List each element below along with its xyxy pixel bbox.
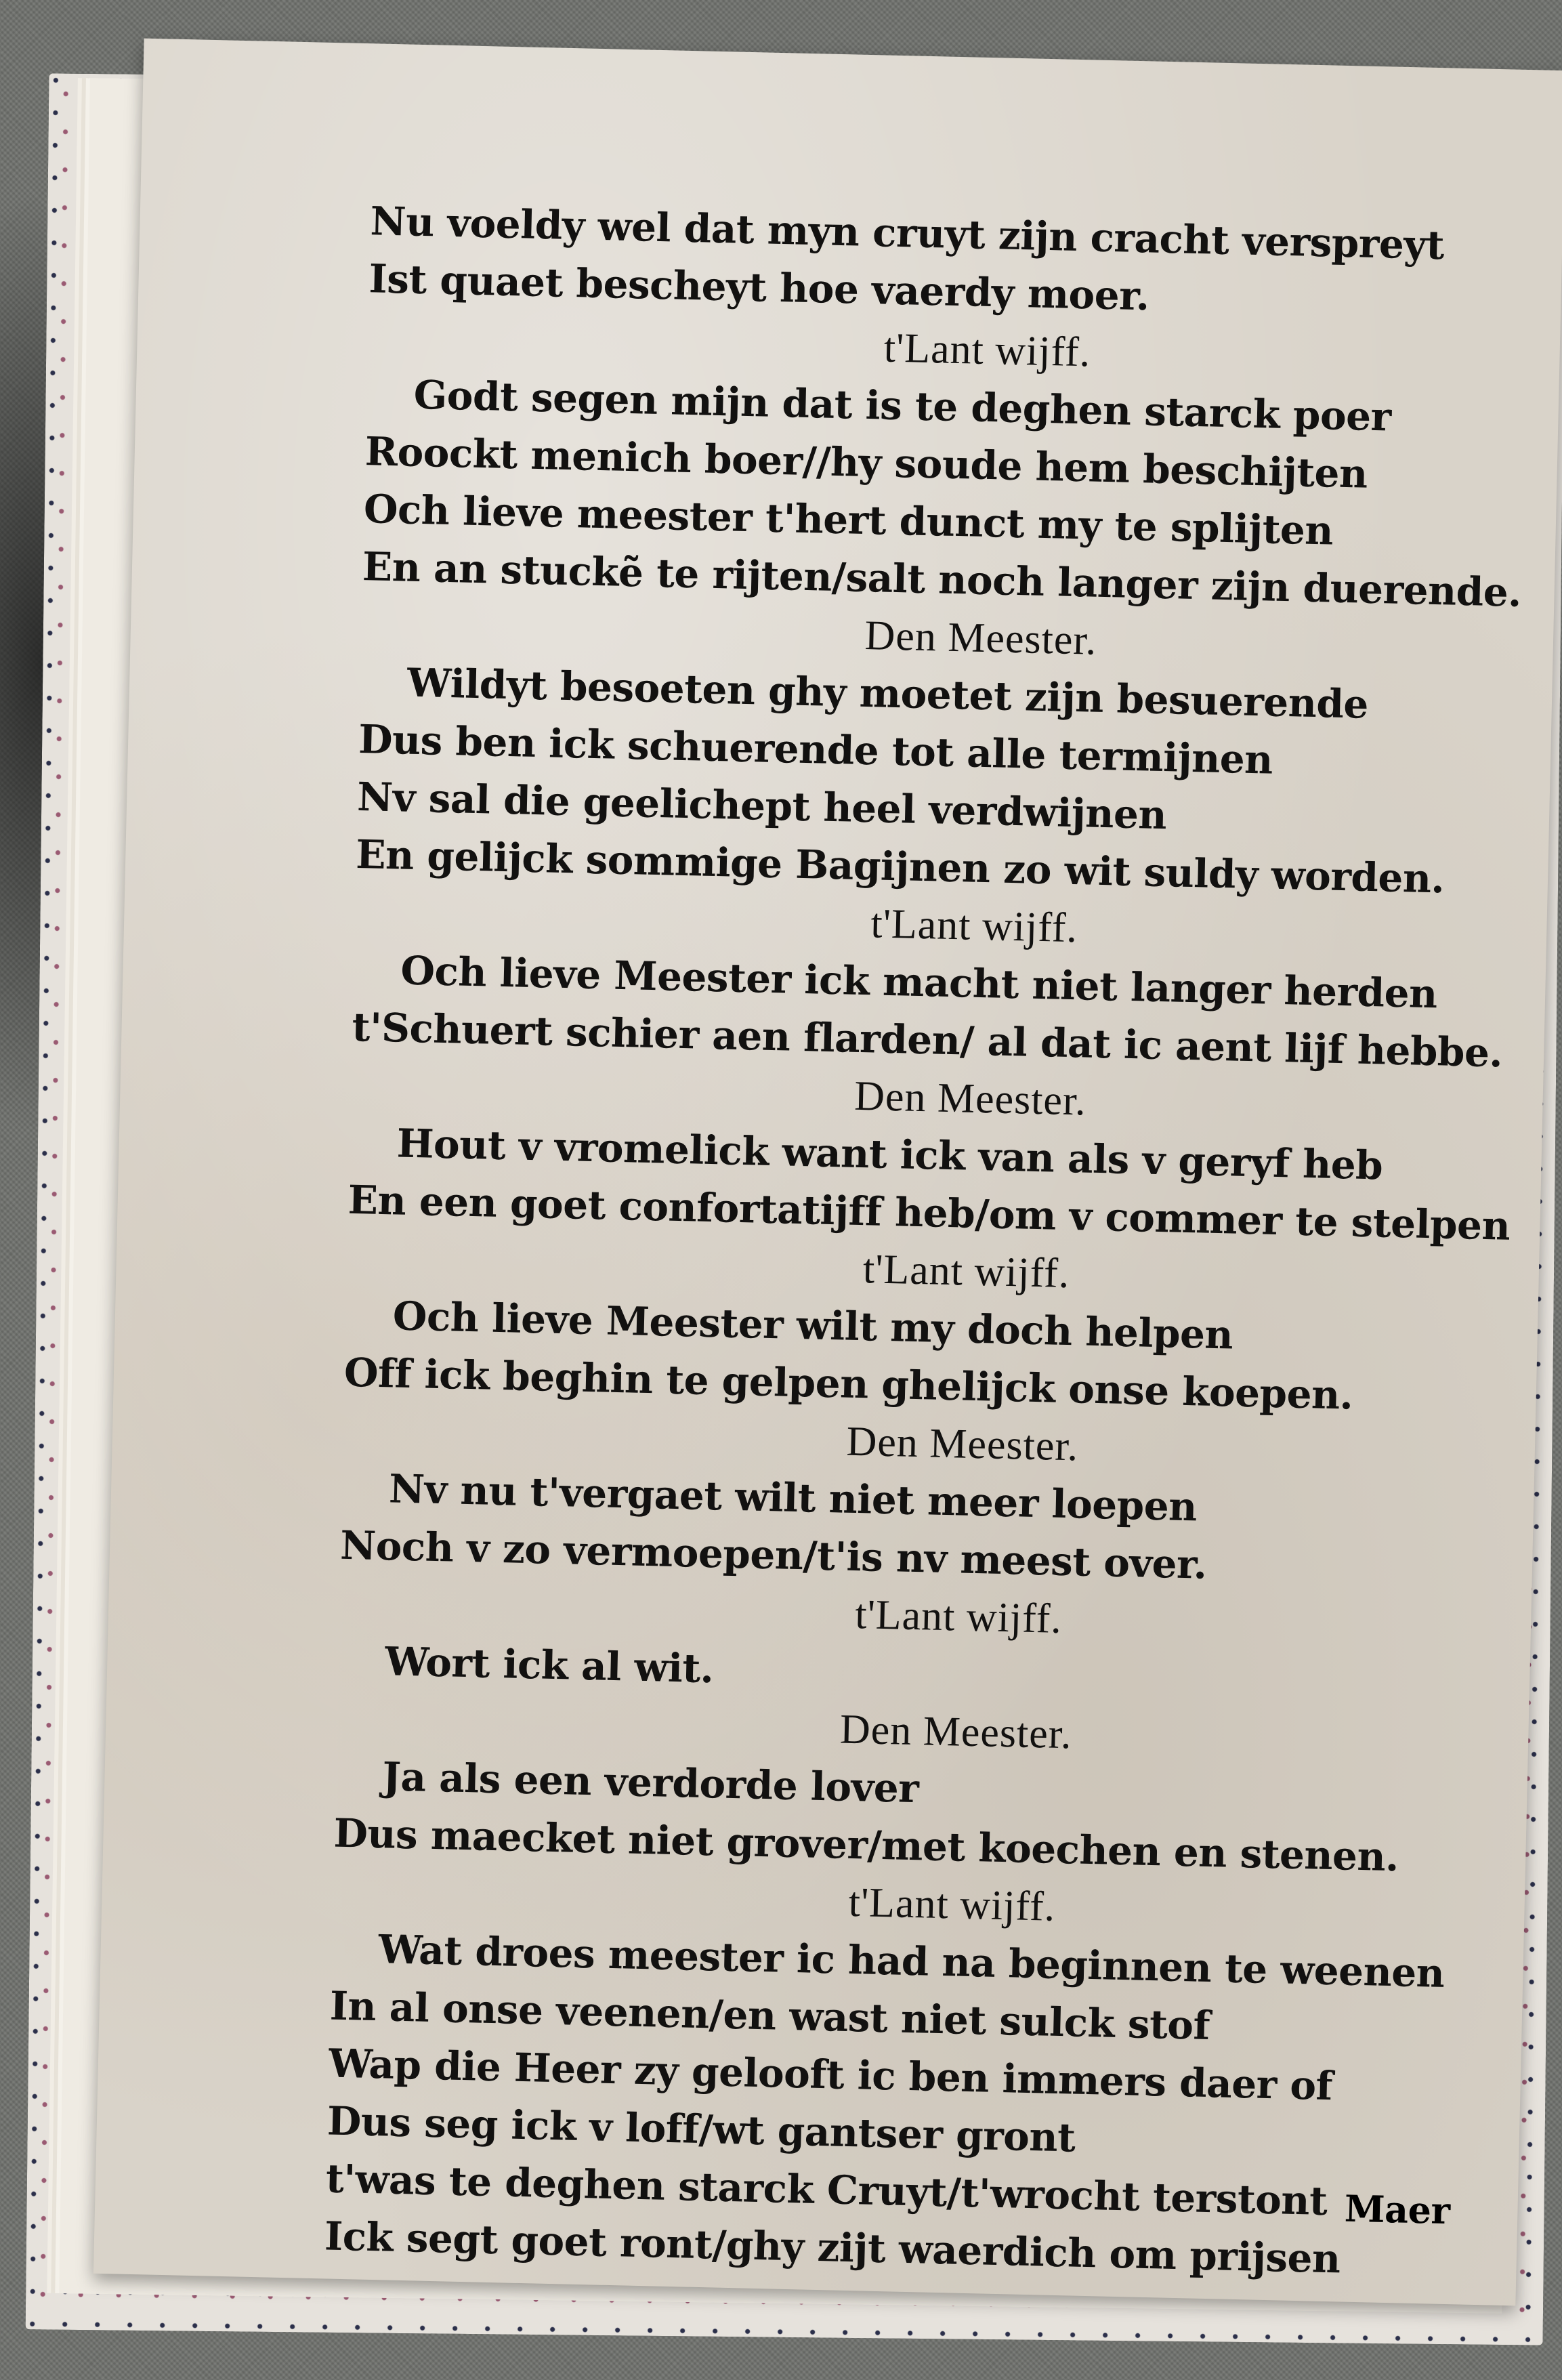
verse-line: Ja als een verdorde lover: [381, 1753, 919, 1812]
verse-line: t'Schuert schier aen flarden/ al dat ic aent lijf hebbe.: [351, 1003, 1503, 1077]
verse-line: Nv nu t'vergaet wilt niet meer loepen: [388, 1465, 1198, 1530]
speaker-heading: Den Meester.: [839, 1706, 1073, 1758]
verse-line: Och lieve Meester wilt my doch helpen: [392, 1293, 1233, 1358]
verse-line: Wap die Heer zy gelooft ic ben immers daer of: [328, 2040, 1333, 2110]
verse-line: Roockt menich boer//hy soude hem beschijten: [364, 428, 1368, 497]
speaker-heading: Den Meester.: [864, 612, 1097, 664]
verse-line: Och lieve meester t'hert dunct my te splijten: [363, 486, 1334, 554]
verse-line: Wildyt besoeten ghy moetet zijn besuerende: [406, 659, 1369, 728]
book-page: [93, 39, 1562, 2306]
verse-line: Wort ick al wit.: [384, 1638, 715, 1692]
verse-line: Hout v vromelick want ick van als v geryf heb: [396, 1120, 1384, 1189]
verse-line: Ick segt goet ront/ghy zijt waerdich om prijsen: [324, 2213, 1341, 2282]
verse-line: Wat droes meester ic had na beginnen te weenen: [378, 1926, 1445, 1997]
verse-line: Nu voeldy wel dat myn cruyt zijn cracht verspreyt: [369, 198, 1445, 269]
speaker-heading: t'Lant wijff.: [862, 1246, 1071, 1297]
verse-line: t'was te deghen starck Cruyt/t'wrocht terstont: [325, 2155, 1328, 2225]
verse-line: Godt segen mijn dat is te deghen starck poer: [413, 371, 1392, 440]
verse-line: Off ick beghin te gelpen ghelijck onse koepen.: [343, 1349, 1354, 1419]
speaker-heading: t'Lant wijff.: [883, 325, 1092, 376]
verse-line: Dus ben ick schuerende tot alle termijnen: [358, 716, 1273, 783]
speaker-heading: t'Lant wijff.: [848, 1879, 1056, 1930]
verse-line: En an stuckẽ te rijten/salt noch langer zijn duerende.: [362, 543, 1522, 616]
verse-line: Dus seg ick v loff/wt gantser gront: [326, 2097, 1076, 2161]
verse-line: Ist quaet bescheyt hoe vaerdy moer.: [368, 255, 1150, 320]
verse-line: En een goet confortatijff heb/om v commer te stelpen: [347, 1176, 1511, 1249]
speaker-heading: Den Meester.: [845, 1418, 1079, 1470]
verse-line: En gelijck sommige Bagijnen zo wit suldy worden.: [355, 831, 1445, 902]
verse-line: Noch v zo vermoepen/t'is nv meest over.: [339, 1522, 1208, 1588]
catchword: Maer: [1344, 2186, 1451, 2233]
verse-line: Och lieve Meester ick macht niet langer herden: [400, 947, 1438, 1018]
verse-line: Dus maecket niet grover/met koechen en stenen.: [333, 1810, 1399, 1881]
verse-line: Nv sal die geelichept heel verdwijnen: [356, 774, 1167, 839]
verse-line: In al onse veenen/en wast niet sulck stof: [329, 1982, 1210, 2049]
speaker-heading: t'Lant wijff.: [870, 900, 1078, 952]
speaker-heading: Den Meester.: [853, 1072, 1087, 1125]
page-text: [324, 192, 1562, 2295]
speaker-heading: t'Lant wijff.: [854, 1591, 1063, 1642]
